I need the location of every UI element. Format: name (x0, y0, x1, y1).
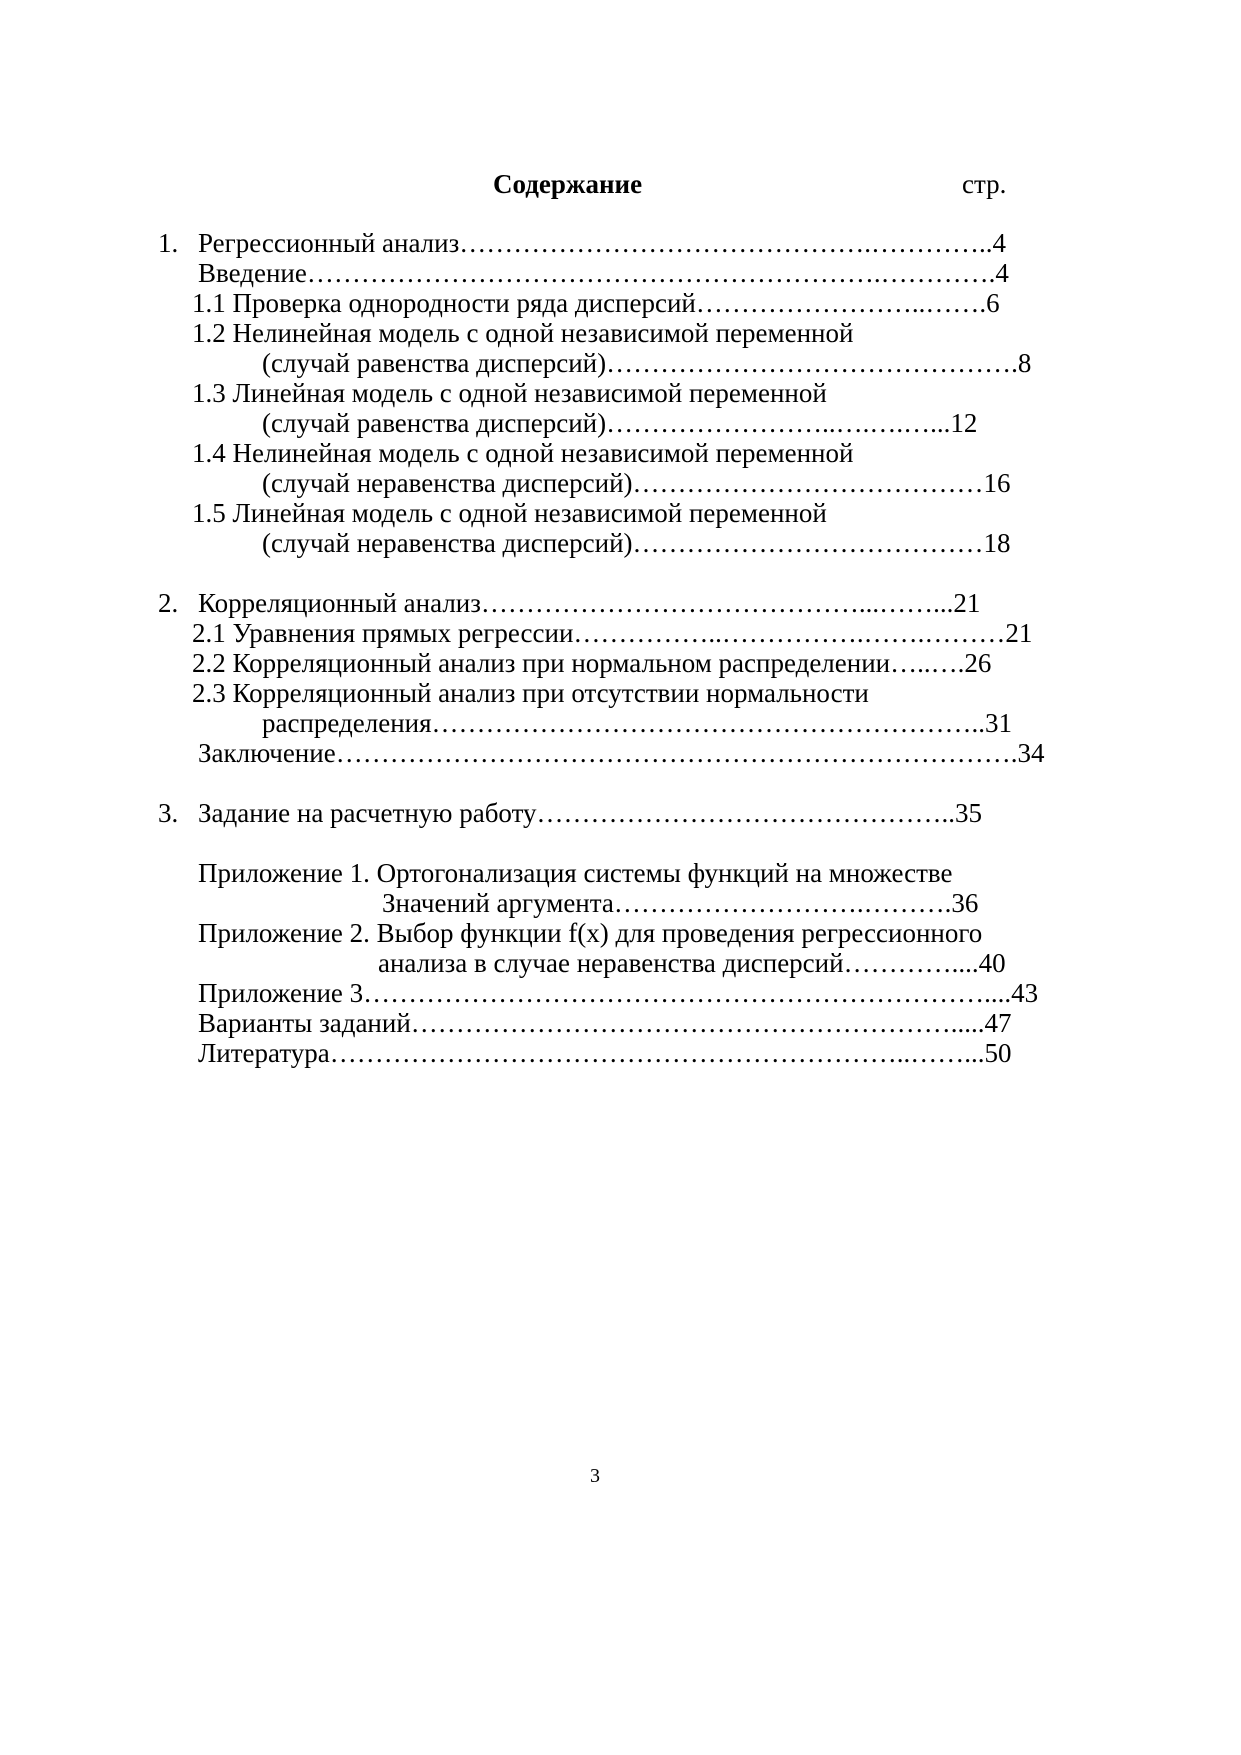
toc-entry: 1.2 Нелинейная модель с одной независимой переменной (192, 318, 854, 348)
toc-entry: 1.5 Линейная модель с одной независимой переменной (192, 498, 827, 528)
page-number: 3 (590, 1465, 600, 1487)
toc-entry: 2.1 Уравнения прямых регрессии……………..…………….…….………21 (192, 618, 1033, 648)
page-column-label: стр. (962, 169, 1007, 199)
toc-entry: анализа в случае неравенства дисперсий…………....40 (378, 948, 1006, 978)
toc-title: Содержание (493, 169, 643, 199)
toc-entry: Приложение 1. Ортогонализация системы функций на множестве (198, 858, 953, 888)
toc-entry: Приложение 2. Выбор функции f(x) для проведения регрессионного (198, 918, 983, 948)
toc-entry: Приложение 3……………………………………………………………....43 (198, 978, 1039, 1008)
toc-entry: (случай равенства дисперсий)……………………………………….8 (262, 348, 1032, 378)
toc-entry: 1.3 Линейная модель с одной независимой переменной (192, 378, 827, 408)
toc-entry: (случай неравенства дисперсий)…………………………………16 (262, 468, 1011, 498)
toc-entry: Корреляционный анализ……………………………………...……...21 (198, 588, 981, 618)
toc-entry: распределения……………………………………………………..31 (262, 708, 1013, 738)
section-number: 1. (158, 228, 179, 258)
toc-entry: Значений аргумента……………………….……….36 (382, 888, 979, 918)
toc-entry: Задание на расчетную работу………………………………………..35 (198, 798, 983, 828)
toc-entry: Регрессионный анализ……………………………………….…………..4 (198, 228, 1007, 258)
toc-entry: Литература………………………………………………………..……...50 (198, 1038, 1012, 1068)
toc-entry: Заключение………………………………………………………………….34 (198, 738, 1045, 768)
toc-entry: 1.4 Нелинейная модель с одной независимой переменной (192, 438, 854, 468)
toc-entry: 2.2 Корреляционный анализ при нормальном распределении…..….26 (192, 648, 992, 678)
toc-entry: 1.1 Проверка однородности ряда дисперсий……………………..…….6 (192, 288, 1000, 318)
toc-entry: Введение……………………………………………………….………….4 (198, 258, 1009, 288)
toc-entry: 2.3 Корреляционный анализ при отсутствии нормальности (192, 678, 869, 708)
section-number: 2. (158, 588, 179, 618)
toc-entry: Варианты заданий…………………………………………………….....47 (198, 1008, 1012, 1038)
toc-entry: (случай неравенства дисперсий)…………………………………18 (262, 528, 1011, 558)
section-number: 3. (158, 798, 179, 828)
toc-entry: (случай равенства дисперсий)……………………..….….…...12 (262, 408, 978, 438)
